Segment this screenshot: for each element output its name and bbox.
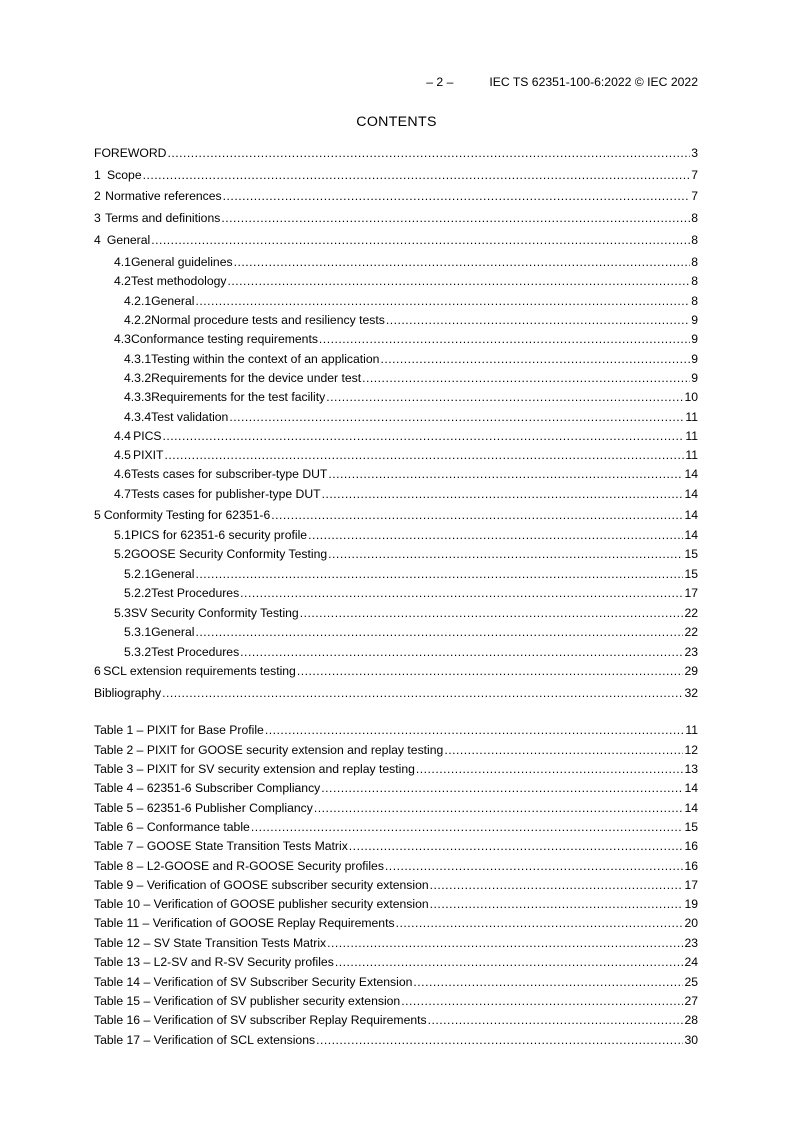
toc-entry-page: 12 xyxy=(684,743,698,757)
toc-entry-title: General xyxy=(151,625,195,639)
toc-entry-title: Testing within the context of an application xyxy=(151,352,380,366)
toc-entry-page: 22 xyxy=(684,625,698,639)
toc-entry-page: 9 xyxy=(691,352,698,366)
dot-leader xyxy=(321,781,683,796)
toc-entry-page: 17 xyxy=(684,586,698,600)
toc-entry-number: 5.3 xyxy=(114,606,131,620)
toc-entry-page: 14 xyxy=(684,508,698,522)
toc-entry-page: 14 xyxy=(684,467,698,481)
dot-leader xyxy=(396,916,684,931)
toc-entry-number: 4.2.1 xyxy=(124,294,152,308)
toc-entry-page: 14 xyxy=(684,781,698,795)
toc-entry-number: 5.2.2 xyxy=(124,586,152,600)
dot-leader xyxy=(319,332,690,347)
toc-entry-number: 4.2 xyxy=(114,274,131,288)
toc-entry[interactable] xyxy=(94,625,698,640)
toc-entry-page: 20 xyxy=(684,916,698,930)
toc-entry-number: 4.1 xyxy=(114,255,131,269)
dot-leader xyxy=(430,897,684,912)
toc-entry-number: 4 xyxy=(94,233,101,247)
dot-leader xyxy=(195,567,683,582)
toc-entry-page: 16 xyxy=(684,859,698,873)
toc-entry[interactable] xyxy=(94,255,698,270)
dot-leader xyxy=(349,839,684,854)
toc-entry-title: Conformance testing requirements xyxy=(130,332,318,346)
dot-leader xyxy=(195,294,690,309)
toc-entry-page: 10 xyxy=(684,390,698,404)
dot-leader xyxy=(240,586,683,601)
toc-entry[interactable] xyxy=(94,1013,698,1028)
toc-entry-title: SV Security Conformity Testing xyxy=(130,606,299,620)
toc-entry[interactable] xyxy=(94,762,698,777)
toc-entry[interactable] xyxy=(94,448,698,463)
toc-entry[interactable] xyxy=(94,839,698,854)
toc-entry-page: 11 xyxy=(685,410,698,424)
toc-entry-number: 5.3.1 xyxy=(124,625,152,639)
dot-leader xyxy=(229,410,684,425)
toc-entry[interactable] xyxy=(94,429,698,444)
toc-entry[interactable] xyxy=(94,390,698,405)
dot-leader xyxy=(271,508,683,523)
toc-entry-number: 5.3.2 xyxy=(124,645,152,659)
toc-entry-number: 6 xyxy=(94,664,101,678)
dot-leader xyxy=(327,936,683,951)
toc-entry-title: Table 5 – 62351-6 Publisher Compliancy xyxy=(94,801,313,815)
toc-entry[interactable] xyxy=(94,410,698,425)
toc-entry-title: General guidelines xyxy=(130,255,233,269)
toc-entry-number: 4.3.3 xyxy=(124,390,152,404)
toc-entry[interactable] xyxy=(94,528,698,543)
toc-entry[interactable] xyxy=(94,146,698,161)
dot-leader xyxy=(195,625,683,640)
toc-entry-page: 8 xyxy=(691,255,698,269)
toc-entry-title: Table 8 – L2-GOOSE and R-GOOSE Security profiles xyxy=(94,859,384,873)
dot-leader xyxy=(223,189,691,204)
dot-leader xyxy=(167,146,690,161)
dot-leader xyxy=(143,168,691,183)
dot-leader xyxy=(328,547,683,562)
dot-leader xyxy=(162,686,683,701)
dot-leader xyxy=(362,371,690,386)
toc-entry[interactable] xyxy=(94,897,698,912)
dot-leader xyxy=(401,994,683,1009)
toc-entry[interactable] xyxy=(94,723,698,738)
dot-leader xyxy=(428,1013,684,1028)
dot-leader xyxy=(164,448,684,463)
toc-entry-page: 8 xyxy=(691,233,698,247)
dot-leader xyxy=(297,664,684,679)
toc-entry-number: 4.7 xyxy=(114,487,131,501)
toc-entry-title: Test methodology xyxy=(130,274,227,288)
toc-entry[interactable] xyxy=(94,508,698,523)
toc-entry-page: 15 xyxy=(684,567,698,581)
toc-entry-title: Test validation xyxy=(151,410,229,424)
toc-entry[interactable] xyxy=(94,274,698,289)
toc-entry[interactable] xyxy=(94,743,698,758)
toc-entry[interactable] xyxy=(94,975,698,990)
toc-entry-title: Table 6 – Conformance table xyxy=(94,820,250,834)
toc-entry-title: Table 2 – PIXIT for GOOSE security extension and replay testing xyxy=(94,743,444,757)
page-number: – 2 – xyxy=(426,75,454,89)
toc-entry-number: 2 xyxy=(94,189,101,203)
toc-entry[interactable] xyxy=(94,567,698,582)
toc-entry-page: 9 xyxy=(691,371,698,385)
toc-entry-title: Tests cases for publisher-type DUT xyxy=(130,487,321,501)
toc-entry-page: 15 xyxy=(684,820,698,834)
toc-entry-title: PICS for 62351-6 security profile xyxy=(130,528,308,542)
dot-leader xyxy=(300,606,684,621)
toc-entry-title: Table 4 – 62351-6 Subscriber Compliancy xyxy=(94,781,321,795)
dot-leader xyxy=(227,274,690,289)
toc-entry[interactable] xyxy=(94,189,698,204)
dot-leader xyxy=(234,255,691,270)
toc-entry-title: Bibliography xyxy=(94,686,162,700)
toc-entry[interactable] xyxy=(94,332,698,347)
toc-entry-page: 3 xyxy=(691,146,698,160)
dot-leader xyxy=(265,723,685,738)
toc-entry-number: 4.2.2 xyxy=(124,313,152,327)
toc-entry-number: 5.1 xyxy=(114,528,131,542)
toc-entry-number: 4.3.2 xyxy=(124,371,152,385)
toc-entry-number: 4.3 xyxy=(114,332,131,346)
dot-leader xyxy=(413,975,683,990)
toc-entry-number: 5 xyxy=(94,508,101,522)
toc-entry-page: 23 xyxy=(684,645,698,659)
toc-entry-page: 11 xyxy=(685,429,698,443)
toc-entry-title: General xyxy=(151,294,195,308)
toc-entry-title: GOOSE Security Conformity Testing xyxy=(130,547,328,561)
toc-entry-page: 15 xyxy=(684,547,698,561)
toc-entry[interactable] xyxy=(94,352,698,367)
toc-entry-page: 7 xyxy=(691,168,698,182)
toc-entry-page: 29 xyxy=(684,664,698,678)
toc-entry-title: Table 12 – SV State Transition Tests Matrix xyxy=(94,936,327,950)
toc-entry[interactable] xyxy=(94,233,698,248)
toc-entry[interactable] xyxy=(94,878,698,893)
toc-entry-title: Table 13 – L2-SV and R-SV Security profiles xyxy=(94,955,334,969)
toc-entry-title: Normal procedure tests and resiliency tests xyxy=(151,313,385,327)
toc-entry-title: Table 11 – Verification of GOOSE Replay Requirements xyxy=(94,916,395,930)
dot-leader xyxy=(308,528,683,543)
toc-entry-title: Test Procedures xyxy=(151,645,240,659)
dot-leader xyxy=(386,313,690,328)
toc-entry-title: General xyxy=(151,567,195,581)
toc-entry-number: 3 xyxy=(94,211,101,225)
dot-leader xyxy=(251,820,684,835)
dot-leader xyxy=(444,743,683,758)
toc-entry-page: 13 xyxy=(684,762,698,776)
toc-entry[interactable] xyxy=(94,586,698,601)
toc-entry-title: FOREWORD xyxy=(94,146,167,160)
dot-leader xyxy=(322,487,684,502)
document-id: IEC TS 62351-100-6:2022 © IEC 2022 xyxy=(489,75,698,89)
toc-entry-page: 19 xyxy=(684,897,698,911)
toc-entry[interactable] xyxy=(94,371,698,386)
toc-entry-page: 9 xyxy=(691,332,698,346)
dot-leader xyxy=(335,955,684,970)
toc-entry-title: Scope xyxy=(107,168,142,182)
toc-entry-number: 4.4 xyxy=(114,429,131,443)
toc-entry-title: Test Procedures xyxy=(151,586,240,600)
toc-entry-title: Tests cases for subscriber-type DUT xyxy=(130,467,328,481)
toc-entry-title: PIXIT xyxy=(133,448,164,462)
toc-entry[interactable] xyxy=(94,820,698,835)
toc-entry-page: 14 xyxy=(684,801,698,815)
toc-entry[interactable] xyxy=(94,294,698,309)
toc-entry[interactable] xyxy=(94,1033,698,1048)
toc-entry-page: 17 xyxy=(684,878,698,892)
toc-entry-page: 8 xyxy=(691,294,698,308)
toc-entry-title: Conformity Testing for 62351-6 xyxy=(103,508,271,522)
toc-entry-title: General xyxy=(106,233,151,247)
contents-title: CONTENTS xyxy=(356,114,437,130)
toc-entry[interactable] xyxy=(94,955,698,970)
toc-entry-page: 32 xyxy=(684,686,698,700)
toc-entry[interactable] xyxy=(94,994,698,1009)
dot-leader xyxy=(328,467,683,482)
dot-leader xyxy=(385,859,684,874)
dot-leader xyxy=(240,645,683,660)
toc-entry-title: SCL extension requirements testing xyxy=(103,664,296,678)
toc-entry-title: Terms and definitions xyxy=(105,211,221,225)
dot-leader xyxy=(221,211,690,226)
toc-entry-number: 5.2 xyxy=(114,547,131,561)
toc-entry[interactable] xyxy=(94,801,698,816)
toc-entry-title: Table 14 – Verification of SV Subscriber Security Extension xyxy=(94,975,413,989)
toc-entry-title: Table 9 – Verification of GOOSE subscriber security extension xyxy=(94,878,429,892)
toc-entry-page: 8 xyxy=(691,211,698,225)
toc-entry-title: Table 1 – PIXIT for Base Profile xyxy=(94,723,264,737)
dot-leader xyxy=(416,762,684,777)
toc-entry-title: Table 7 – GOOSE State Transition Tests Matrix xyxy=(94,839,348,853)
toc-entry-page: 30 xyxy=(684,1033,698,1047)
toc-entry-title: Normative references xyxy=(105,189,222,203)
toc-entry[interactable] xyxy=(94,645,698,660)
toc-entry-title: Requirements for the device under test xyxy=(151,371,362,385)
toc-entry-title: Table 16 – Verification of SV subscriber Replay Requirements xyxy=(94,1013,427,1027)
toc-entry[interactable] xyxy=(94,686,698,701)
toc-entry-number: 4.3.4 xyxy=(124,410,152,424)
toc-entry-page: 14 xyxy=(684,487,698,501)
toc-entry-page: 7 xyxy=(691,189,698,203)
dot-leader xyxy=(163,429,685,444)
toc-entry[interactable] xyxy=(94,313,698,328)
toc-entry[interactable] xyxy=(94,859,698,874)
toc-entry-title: Table 15 – Verification of SV publisher security extension xyxy=(94,994,401,1008)
toc-entry-page: 9 xyxy=(691,313,698,327)
toc-entry-number: 4.5 xyxy=(114,448,131,462)
toc-entry[interactable] xyxy=(94,916,698,931)
toc-entry-page: 28 xyxy=(684,1013,698,1027)
toc-entry[interactable] xyxy=(94,487,698,502)
toc-entry[interactable] xyxy=(94,936,698,951)
toc-entry[interactable] xyxy=(94,606,698,621)
toc-entry-title: Requirements for the test facility xyxy=(151,390,326,404)
toc-entry-title: PICS xyxy=(133,429,162,443)
toc-entry[interactable] xyxy=(94,781,698,796)
toc-entry-page: 22 xyxy=(684,606,698,620)
toc-entry-page: 27 xyxy=(684,994,698,1008)
toc-entry-number: 4.3.1 xyxy=(124,352,152,366)
dot-leader xyxy=(316,1033,683,1048)
toc-entry-title: Table 3 – PIXIT for SV security extension and replay testing xyxy=(94,762,415,776)
dot-leader xyxy=(314,801,684,816)
page-header xyxy=(426,75,698,89)
toc-entry[interactable] xyxy=(94,168,698,183)
toc-entry[interactable] xyxy=(94,547,698,562)
dot-leader xyxy=(430,878,684,893)
toc-entry-number: 4.6 xyxy=(114,467,131,481)
dot-leader xyxy=(326,390,683,405)
toc-entry-page: 11 xyxy=(685,723,698,737)
toc-entry-page: 8 xyxy=(691,274,698,288)
toc-entry-number: 1 xyxy=(94,168,101,182)
toc-entry-page: 14 xyxy=(684,528,698,542)
toc-entry[interactable] xyxy=(94,664,698,679)
toc-entry-page: 23 xyxy=(684,936,698,950)
toc-entry-page: 24 xyxy=(684,955,698,969)
dot-leader xyxy=(380,352,690,367)
toc-entry-title: Table 10 – Verification of GOOSE publisher security extension xyxy=(94,897,429,911)
dot-leader xyxy=(151,233,690,248)
toc-entry-page: 25 xyxy=(684,975,698,989)
toc-entry[interactable] xyxy=(94,467,698,482)
toc-entry[interactable] xyxy=(94,211,698,226)
toc-entry-title: Table 17 – Verification of SCL extensions xyxy=(94,1033,316,1047)
toc-entry-number: 5.2.1 xyxy=(124,567,152,581)
toc-entry-page: 11 xyxy=(685,448,698,462)
toc-entry-page: 16 xyxy=(684,839,698,853)
